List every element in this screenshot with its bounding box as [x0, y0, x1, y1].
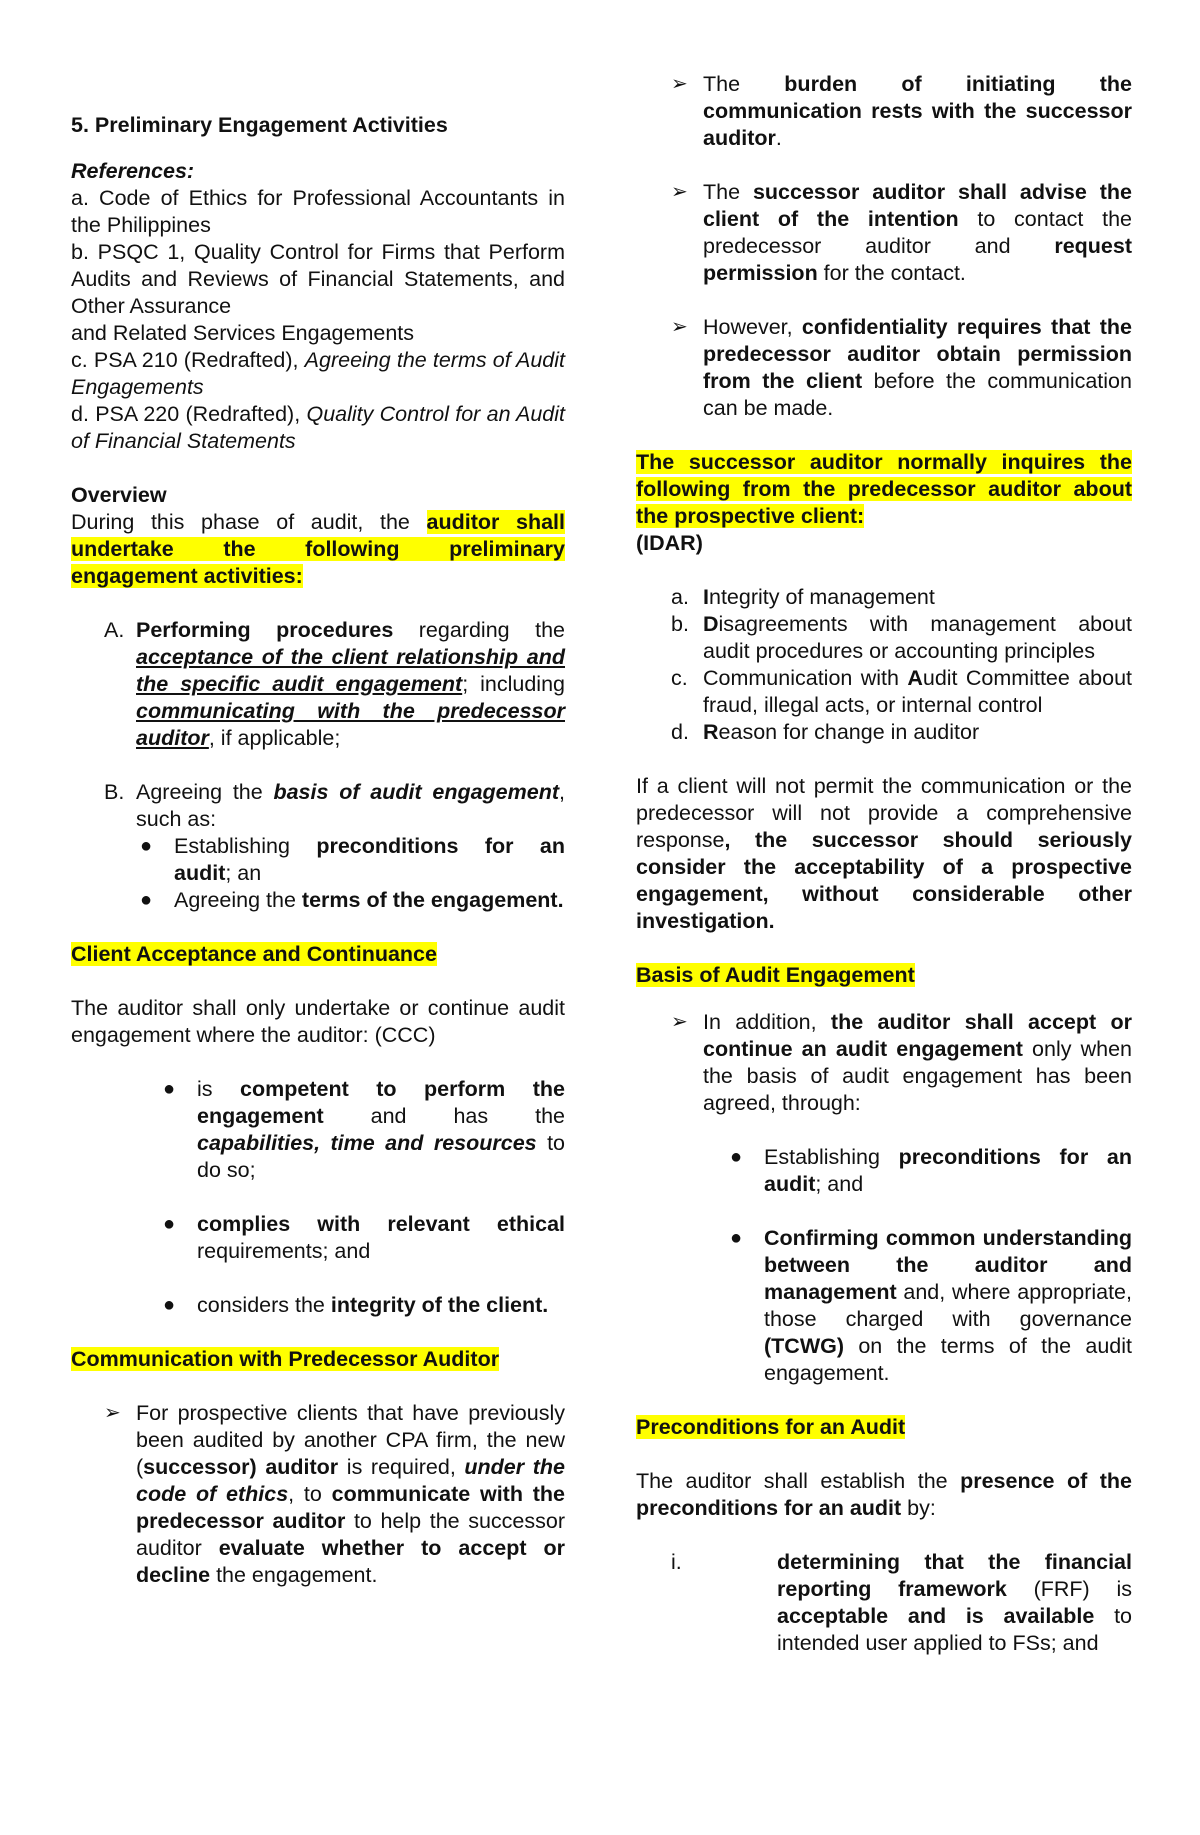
basis-heading: Basis of Audit Engagement — [636, 963, 915, 987]
list-item: ➢ For prospective clients that have previously been audited by another CPA firm, the new (successor) auditor is required, under the code of ethics, to communicate with the predecessor auditor to help the successor auditor evaluate whether to accept or decline the engagement. — [104, 1401, 565, 1587]
reference-b: b. PSQC 1, Quality Control for Firms that Perform Audits and Reviews of Financial Statements, and Other Assurance — [71, 240, 565, 318]
list-item: ● Agreeing the terms of the engagement. — [136, 887, 565, 914]
arrow-bullet-icon: ➢ — [671, 1011, 688, 1033]
bullet-icon: ● — [163, 1213, 176, 1235]
overview-text: During this phase of audit, the auditor shall undertake the following preliminary engagement activities: — [71, 510, 565, 588]
list-item: ● complies with relevant ethical requirements; and — [71, 1211, 565, 1265]
bullet-icon: ● — [163, 1078, 176, 1100]
reference-c: c. PSA 210 (Redrafted), Agreeing the terms of Audit Engagements — [71, 348, 565, 399]
references-label: References: — [71, 159, 195, 183]
list-item: ➢ The burden of initiating the communication rests with the successor auditor. — [671, 72, 1132, 150]
idar-item: d. Reason for change in auditor — [671, 720, 980, 744]
bullet-icon: ● — [140, 835, 153, 857]
list-item: ● considers the integrity of the client. — [71, 1292, 565, 1319]
arrow-bullet-icon: ➢ — [104, 1402, 121, 1424]
list-item: ➢ The successor auditor shall advise the client of the intention to contact the predecessor auditor and request permission for the contact. — [671, 180, 1132, 285]
permit-paragraph: If a client will not permit the communication or the predecessor will not provide a comprehensive response, the successor should seriously consider the acceptability of a prospective engagement, without considerable other investigation. — [636, 774, 1132, 933]
precondition-item: i. determining that the financial reporting framework (FRF) is acceptable and is available to intended user applied to FSs; and — [671, 1550, 1133, 1655]
reference-a: a. Code of Ethics for Professional Accountants in the Philippines — [71, 186, 565, 237]
list-item: ● Confirming common understanding between the auditor and management and, where appropriate, those charged with governance (TCWG) on the terms of the audit engagement. — [636, 1225, 1132, 1387]
right-column — [636, 0, 1132, 1657]
idar-item: a. Integrity of management — [671, 585, 935, 609]
list-item: ➢ In addition, the auditor shall accept or continue an audit engagement only when the basis of audit engagement has been agreed, through: — [671, 1010, 1132, 1115]
activity-item-a: A. Performing procedures regarding the acceptance of the client relationship and the specific audit engagement; including communicating with the predecessor auditor, if applicable; — [104, 618, 565, 750]
section-title: 5. Preliminary Engagement Activities — [71, 113, 448, 137]
reference-b-cont: and Related Services Engagements — [71, 321, 415, 345]
inquiry-code: (IDAR) — [636, 531, 703, 555]
list-item: ● is competent to perform the engagement and has the capabilities, time and resources to do so; — [71, 1076, 565, 1184]
bullet-icon: ● — [163, 1294, 176, 1316]
arrow-bullet-icon: ➢ — [671, 181, 688, 203]
inquiry-heading: The successor auditor normally inquires the following from the predecessor auditor about the prospective client: — [636, 450, 1132, 528]
list-item: ➢ However, confidentiality requires that the predecessor auditor obtain permission from the client before the communication can be made. — [671, 315, 1132, 420]
predecessor-communication-heading: Communication with Predecessor Auditor — [71, 1347, 500, 1371]
list-item: ● Establishing preconditions for an audit; and — [636, 1144, 1132, 1198]
bullet-icon: ● — [140, 889, 153, 911]
bullet-icon: ● — [730, 1146, 743, 1168]
idar-item: c. Communication with Audit Committee about fraud, illegal acts, or internal control — [671, 666, 1132, 717]
arrow-bullet-icon: ➢ — [671, 73, 688, 95]
reference-d: d. PSA 220 (Redrafted), Quality Control for an Audit of Financial Statements — [71, 402, 566, 453]
bullet-icon: ● — [730, 1227, 743, 1249]
activity-item-b: B. Agreeing the basis of audit engagement, such as: ● Establishing preconditions for an audit; an ● Agreeing the terms of the engagement. — [104, 780, 566, 912]
list-item: ● Establishing preconditions for an audit; an — [136, 833, 565, 887]
idar-item: b. Disagreements with management about audit procedures or accounting principles — [671, 612, 1132, 663]
client-acceptance-heading: Client Acceptance and Continuance — [71, 942, 437, 966]
overview-heading: Overview — [71, 483, 167, 507]
client-acceptance-intro: The auditor shall only undertake or continue audit engagement where the auditor: (CCC) — [71, 996, 565, 1047]
preconditions-intro: The auditor shall establish the presence of the preconditions for an audit by: — [636, 1469, 1132, 1520]
arrow-bullet-icon: ➢ — [671, 316, 688, 338]
left-column — [71, 0, 565, 1589]
preconditions-heading: Preconditions for an Audit — [636, 1415, 906, 1439]
